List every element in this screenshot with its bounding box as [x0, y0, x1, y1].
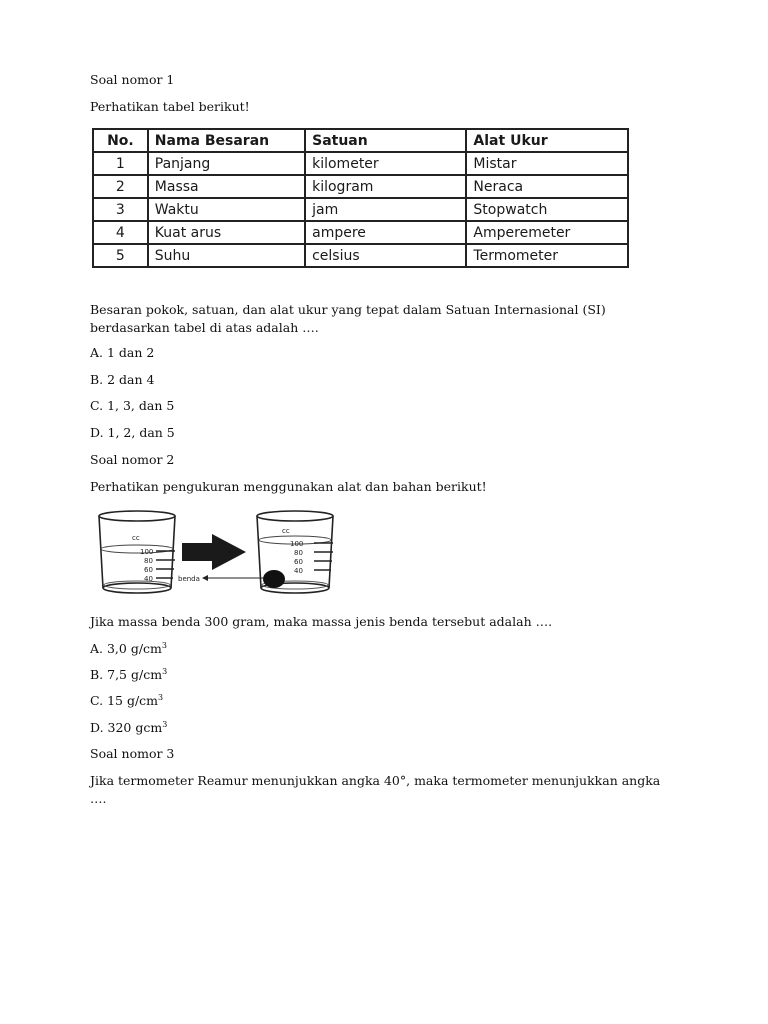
table-row	[93, 244, 628, 267]
table-cell: 5	[93, 244, 148, 267]
table-cell: 1	[93, 152, 148, 175]
q3-heading: Soal nomor 3	[90, 746, 175, 761]
quantities-table	[92, 128, 629, 268]
scale-label: 80	[144, 557, 153, 565]
q2-option-c	[90, 693, 163, 709]
table-header-cell: Nama Besaran	[148, 129, 305, 152]
q2-heading: Soal nomor 2	[90, 452, 175, 467]
q1-option-c: C. 1, 3, dan 5	[90, 398, 175, 413]
table-cell: Amperemeter	[466, 221, 628, 244]
table-header-cell: Satuan	[305, 129, 466, 152]
superscript: 3	[158, 693, 164, 702]
table-cell: 2	[93, 175, 148, 198]
option-text: A. 3,0 g/cm	[90, 641, 162, 656]
q1-question-line2: berdasarkan tabel di atas adalah ….	[90, 320, 319, 335]
scale-label: 100	[290, 540, 304, 548]
q1-heading: Soal nomor 1	[90, 72, 175, 87]
superscript: 3	[161, 641, 167, 650]
table-header-cell: No.	[93, 129, 148, 152]
table-row	[93, 198, 628, 221]
option-text: D. 320 gcm	[90, 720, 163, 735]
table-cell: Termometer	[466, 244, 628, 267]
q1-option-a: A. 1 dan 2	[90, 345, 155, 360]
q3-question-line1: Jika termometer Reamur menunjukkan angka 40°, maka termometer menunjukkan angka	[90, 773, 661, 788]
table-row	[93, 152, 628, 175]
table-cell: Waktu	[148, 198, 305, 221]
q1-intro: Perhatikan tabel berikut!	[90, 99, 250, 114]
table-cell: celsius	[305, 244, 466, 267]
q2-question: Jika massa benda 300 gram, maka massa jenis benda tersebut adalah ….	[90, 614, 553, 629]
option-text: B. 7,5 g/cm	[90, 667, 163, 682]
unit-label: cc	[132, 534, 140, 542]
table-row	[93, 221, 628, 244]
scale-label: 40	[144, 575, 153, 583]
table-cell: Mistar	[466, 152, 628, 175]
scale-label: 100	[140, 548, 154, 556]
table-cell: Panjang	[148, 152, 305, 175]
table-cell: jam	[305, 198, 466, 221]
object-label: benda	[178, 575, 200, 583]
table-cell: Neraca	[466, 175, 628, 198]
table-cell: 4	[93, 221, 148, 244]
arrow-right-icon	[182, 534, 246, 570]
table-row	[93, 175, 628, 198]
cylinder-after	[257, 511, 333, 593]
table-header-cell: Alat Ukur	[466, 129, 628, 152]
table-cell: kilometer	[305, 152, 466, 175]
q1-question-line1: Besaran pokok, satuan, dan alat ukur yang tepat dalam Satuan Internasional (SI)	[90, 302, 606, 317]
cylinder-before	[99, 511, 175, 593]
q1-option-d: D. 1, 2, dan 5	[90, 425, 175, 440]
q3-question-line2: ….	[90, 791, 107, 806]
table-cell: Stopwatch	[466, 198, 628, 221]
scale-label: 40	[294, 567, 303, 575]
scale-label: 80	[294, 549, 303, 557]
q2-option-d	[90, 720, 167, 736]
table-cell: 3	[93, 198, 148, 221]
submerged-object	[263, 570, 285, 588]
table-cell: Suhu	[148, 244, 305, 267]
q2-option-b	[90, 667, 167, 683]
scale-label: 60	[294, 558, 303, 566]
q2-intro: Perhatikan pengukuran menggunakan alat dan bahan berikut!	[90, 479, 487, 494]
superscript: 3	[162, 720, 168, 729]
table-cell: Kuat arus	[148, 221, 305, 244]
superscript: 3	[162, 667, 168, 676]
table-cell: Massa	[148, 175, 305, 198]
table-cell: kilogram	[305, 175, 466, 198]
q1-option-b: B. 2 dan 4	[90, 372, 155, 387]
table-header-row	[93, 129, 628, 152]
option-text: C. 15 g/cm	[90, 693, 159, 708]
unit-label: cc	[282, 527, 290, 535]
arrow-left-icon	[202, 575, 208, 581]
scale-label: 60	[144, 566, 153, 574]
q2-option-a	[90, 641, 167, 657]
measuring-cylinders-figure	[96, 506, 336, 602]
table-cell: ampere	[305, 221, 466, 244]
